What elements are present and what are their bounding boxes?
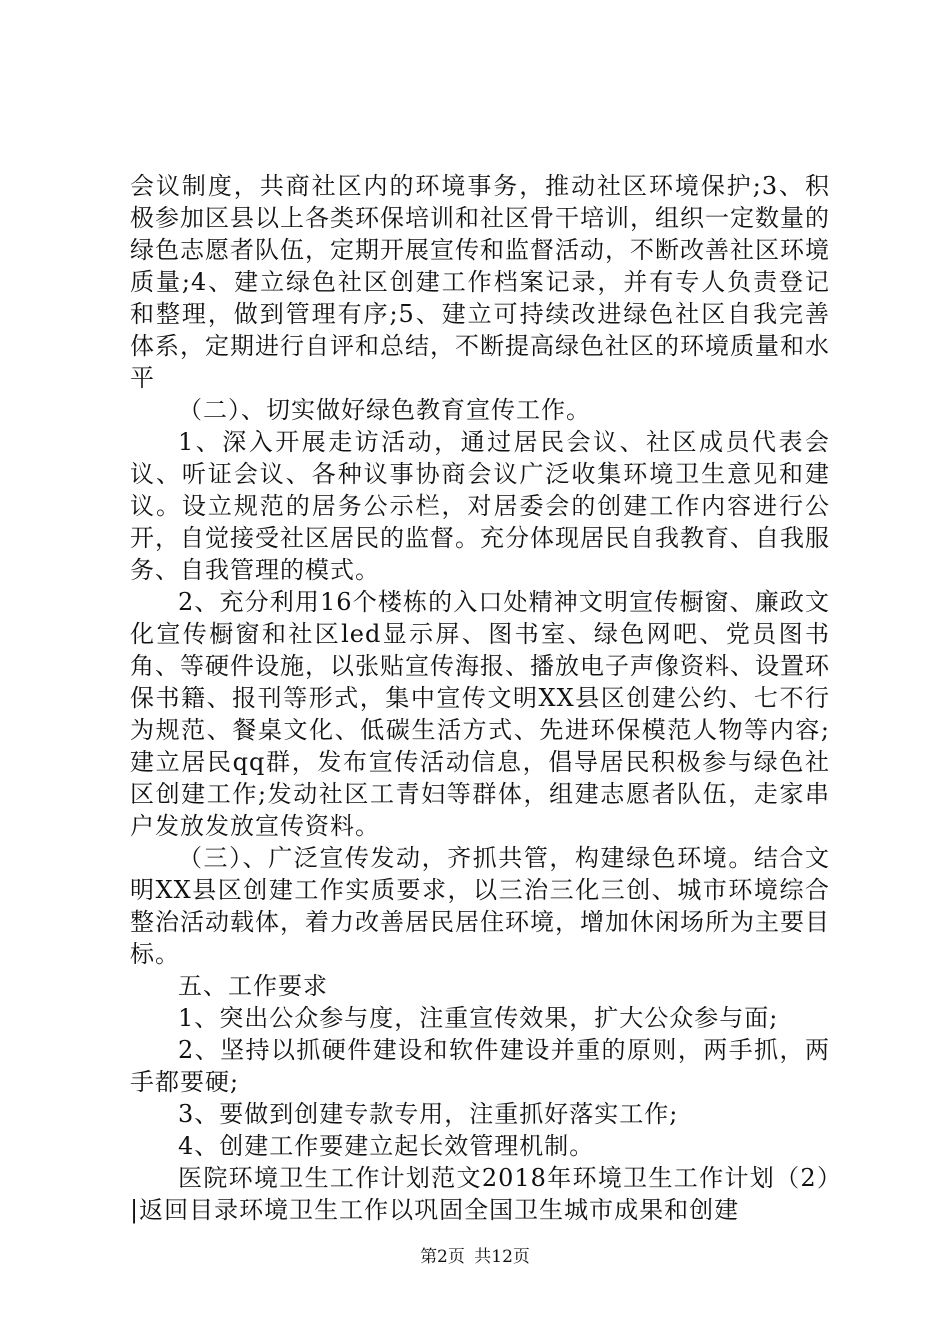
paragraph-section-five-heading: 五、工作要求 — [178, 972, 328, 1000]
paragraph-requirement-4: 4、创建工作要建立起长效管理机制。 — [178, 1132, 595, 1160]
paragraph-continuation: 会议制度，共商社区内的环境事务，推动社区环境保护;3、积极参加区县以上各类环保培训和社区骨干培训，组织一定数量的绿色志愿者队伍，定期开展宣传和监督活动，不断改善社区环境质量;4、建立绿色社区创建工作档案记录，并有专人负责登记和整理，做到管理有序;5、建立可持续改进绿色社区自我完善体系，定期进行自评和总结，不断提高绿色社区的环境质量和水平 — [130, 172, 830, 392]
document-body — [130, 170, 830, 1226]
paragraph-requirement-3: 3、要做到创建专款专用，注重抓好落实工作; — [178, 1100, 679, 1128]
page-total: 共12页 — [474, 1247, 530, 1267]
paragraph-requirement-2: 2、坚持以抓硬件建设和软件建设并重的原则，两手抓，两手都要硬; — [130, 1036, 830, 1096]
paragraph-section-three: （三）、广泛宣传发动，齐抓共管，构建绿色环境。结合文明XX县区创建工作实质要求，以三治三化三创、城市环境综合整治活动载体，着力改善居民居住环境，增加休闲场所为主要目标。 — [130, 844, 830, 968]
paragraph-item-1: 1、深入开展走访活动，通过居民会议、社区成员代表会议、听证会议、各种议事协商会议广泛收集环境卫生意见和建议。设立规范的居务公示栏，对居委会的创建工作内容进行公开，自觉接受社区居民的监督。充分体现居民自我教育、自我服务、自我管理的模式。 — [130, 428, 830, 584]
paragraph-section-two-heading: （二）、切实做好绿色教育宣传工作。 — [178, 396, 591, 424]
paragraph-item-2: 2、充分利用16个楼栋的入口处精神文明宣传橱窗、廉政文化宣传橱窗和社区led显示屏、图书室、绿色网吧、党员图书角、等硬件设施，以张贴宣传海报、播放电子声像资料、设置环保书籍、报刊等形式，集中宣传文明XX县区创建公约、七不行为规范、餐桌文化、低碳生活方式、先进环保模范人物等内容;建立居民qq群，发布宣传活动信息，倡导居民积极参与绿色社区创建工作;发动社区工青妇等群体，组建志愿者队伍，走家串户发放发放宣传资料。 — [130, 588, 830, 840]
paragraph-next-article: 医院环境卫生工作计划范文2018年环境卫生工作计划（2）|返回目录环境卫生工作以巩固全国卫生城市成果和创建 — [130, 1164, 830, 1224]
page-number: 第2页 — [420, 1247, 465, 1267]
paragraph-requirement-1: 1、突出公众参与度，注重宣传效果，扩大公众参与面; — [178, 1004, 779, 1032]
page-footer — [0, 1242, 950, 1267]
